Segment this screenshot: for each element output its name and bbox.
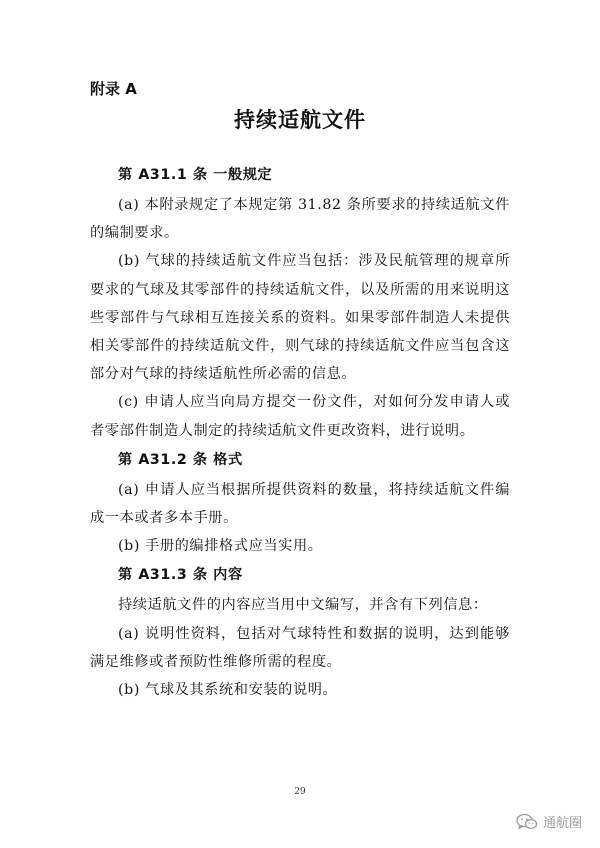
- paragraph-a31-3-b: (b) 气球及其系统和安装的说明。: [118, 682, 338, 699]
- section-heading-a31-1: 第 A31.1 条 一般规定: [118, 167, 273, 183]
- page-title: 持续适航文件: [234, 108, 366, 132]
- paragraph-a31-2-a: (a) 申请人应当根据所提供资料的数量，将持续适航文件编成一本或者多本手册。: [90, 481, 510, 527]
- paragraph-a31-3-intro: 持续适航文件的内容应当用中文编写，并含有下列信息：: [118, 597, 488, 614]
- watermark: [516, 812, 582, 831]
- document-body: [90, 160, 510, 704]
- section-heading-a31-3: 第 A31.3 条 内容: [118, 567, 243, 584]
- wechat-icon: [516, 813, 538, 831]
- paragraph-a31-2-b: (b) 手册的编排格式应当实用。: [118, 538, 323, 555]
- appendix-label: 附录 A: [90, 80, 137, 98]
- paragraph-a31-1-c: (c) 申请人应当向局方提交一份文件，对如何分发申请人或者零部件制造人制定的持续适航文件更改资料，进行说明。: [90, 394, 510, 439]
- paragraph-a31-1-a: (a) 本附录规定了本规定第 31.82 条所要求的持续适航文件的编制要求。: [90, 197, 510, 242]
- page-number: 29: [294, 787, 306, 797]
- paragraph-a31-1-b: (b) 气球的持续适航文件应当包括：涉及民航管理的规章所要求的气球及其零部件的持续适航文件，以及所需的用来说明这些零部件与气球相互连接关系的资料。如果零部件制造人未提供相关零部件的持续适航文件，则气球的持续适航文件应当包含这部分对气球的持续适航性所必需的信息。: [90, 253, 510, 383]
- section-heading-a31-2: 第 A31.2 条 格式: [118, 451, 243, 468]
- watermark-text: 通航圈: [542, 816, 582, 831]
- paragraph-a31-3-a: (a) 说明性资料，包括对气球特性和数据的说明，达到能够满足维修或者预防性维修所需的程度。: [90, 625, 510, 670]
